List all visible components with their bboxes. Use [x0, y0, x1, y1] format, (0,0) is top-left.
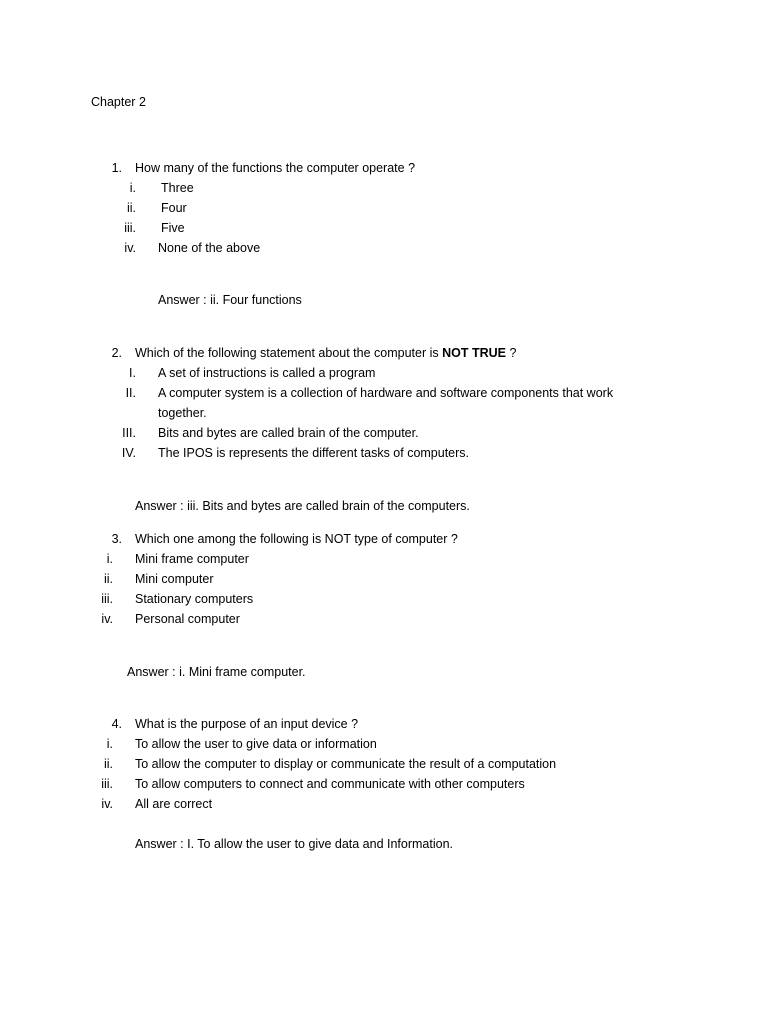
question-number: 1. — [111, 161, 122, 175]
option-text: The IPOS is represents the different tasks of computers. — [158, 446, 470, 460]
option-marker: i. — [106, 552, 113, 566]
option-marker: iii. — [101, 592, 113, 606]
option-text: A set of instructions is called a program — [158, 366, 376, 380]
option-text: Mini computer — [135, 572, 214, 586]
option-marker: ii. — [103, 572, 113, 586]
question-text: What is the purpose of an input device ? — [135, 717, 359, 731]
option-text: To allow the user to give data or information — [135, 737, 377, 751]
question-text: Which of the following statement about the computer is NOT TRUE ? — [135, 346, 517, 360]
option-text-continued: together. — [158, 406, 207, 420]
option-text: Five — [161, 221, 185, 235]
option-text: Four — [161, 201, 187, 215]
option-text: All are correct — [135, 797, 213, 811]
answer-text: Answer : ii. Four functions — [158, 293, 302, 307]
option-marker: iii. — [101, 777, 113, 791]
answer-text: Answer : i. Mini frame computer. — [127, 665, 306, 679]
question-text: How many of the functions the computer operate ? — [135, 161, 416, 175]
answer-text: Answer : I. To allow the user to give data and Information. — [135, 837, 453, 851]
option-text: Personal computer — [135, 612, 240, 626]
question-number: 3. — [111, 532, 122, 546]
option-text: Stationary computers — [135, 592, 254, 606]
option-marker: iii. — [124, 221, 136, 235]
answer-text: Answer : iii. Bits and bytes are called brain of the computers. — [135, 499, 470, 513]
option-text: Mini frame computer — [135, 552, 249, 566]
question-text: Which one among the following is NOT type of computer ? — [135, 532, 458, 546]
option-marker: i. — [129, 181, 136, 195]
option-marker: IV. — [121, 446, 136, 460]
option-marker: iv. — [124, 241, 136, 255]
option-text: A computer system is a collection of hardware and software components that work — [158, 386, 614, 400]
option-marker: I. — [129, 366, 136, 380]
question-number: 4. — [111, 717, 122, 731]
option-text: None of the above — [158, 241, 261, 255]
option-text: Bits and bytes are called brain of the computer. — [158, 426, 419, 440]
option-marker: i. — [106, 737, 113, 751]
option-marker: III. — [122, 426, 136, 440]
question-emphasis: NOT TRUE — [442, 346, 506, 360]
option-marker: ii. — [103, 757, 113, 771]
option-marker: iv. — [101, 612, 113, 626]
option-text: To allow computers to connect and communicate with other computers — [135, 777, 525, 791]
chapter-title: Chapter 2 — [91, 95, 146, 109]
option-marker: II. — [125, 386, 136, 400]
option-marker: ii. — [126, 201, 136, 215]
option-text: Three — [161, 181, 194, 195]
option-marker: iv. — [101, 797, 113, 811]
question-number: 2. — [111, 346, 122, 360]
option-text: To allow the computer to display or communicate the result of a computation — [135, 757, 557, 771]
